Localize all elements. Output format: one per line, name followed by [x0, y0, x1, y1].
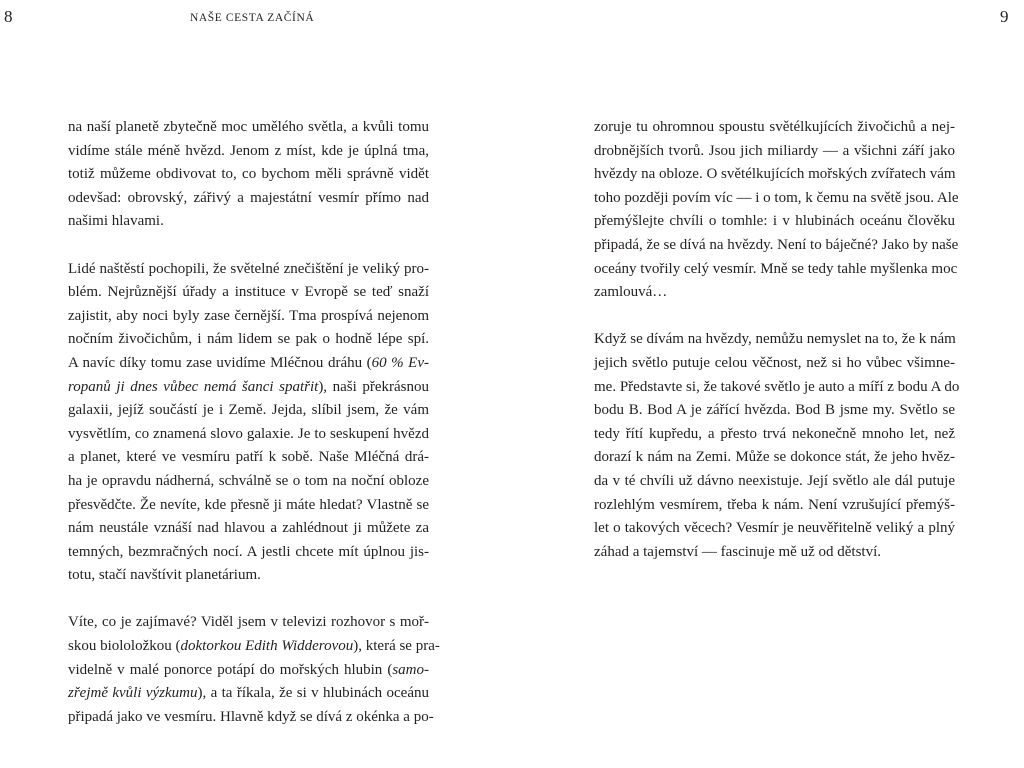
text-run: me. Představte si, že takové světlo je auto a míří z bodu A do: [594, 378, 960, 395]
text-line: [68, 187, 429, 211]
text-run: totu, stačí navštívit planetárium.: [68, 567, 261, 584]
text-run: na naší planetě zbytečně moc umělého světla, a kvůli tomu: [68, 119, 429, 135]
paragraph-gap: [594, 305, 955, 329]
text-run: a planet, které ve vesmíru patří k sobě. Naše Mléčná drá-: [68, 449, 429, 466]
text-line: [594, 234, 959, 258]
text-run: zoruje tu ohromnou spoustu světélkujících živočichů a nej-: [594, 119, 955, 135]
text-line: [68, 305, 429, 329]
text-line: [68, 328, 429, 352]
text-line: [594, 494, 955, 518]
paragraph-gap: [68, 234, 429, 258]
text-run: vidíme stále méně hvězd. Jenom z míst, kde je úplná tma,: [68, 142, 429, 159]
running-head: NAŠE CESTA ZAČÍNÁ: [190, 12, 315, 24]
text-run: ), naši překrásnou: [318, 378, 429, 395]
text-line: [68, 281, 429, 305]
text-run: skou biololožkou (: [68, 638, 181, 655]
italic-text: zřejmě kvůli výzkumu: [68, 685, 198, 702]
text-line: [68, 494, 429, 518]
text-line: [68, 423, 429, 447]
text-run: Když se dívám na hvězdy, nemůžu nemyslet na to, že k nám: [594, 331, 956, 348]
text-run: tedy řítí kupředu, a přesto trvá nekonečně mnoho let, než: [594, 425, 955, 442]
text-run: videlně v malé ponorce potápí do mořských hlubin (: [68, 661, 393, 678]
italic-text: ropanů ji dnes vůbec nemá šanci spatřit: [68, 378, 319, 395]
text-run: da v té chvíli už dávno neexistuje. Její světlo ale dál putuje: [594, 472, 955, 489]
text-run: ha je opravdu nádherná, schválně se o tom na noční obloze: [68, 472, 429, 489]
text-run: hvězdy na obloze. O světélkujících mořských zvířatech vám: [594, 166, 956, 183]
text-line: [594, 187, 959, 211]
text-run: toho později povím víc — i o tom, k čemu na světě jsou. Ale: [594, 189, 959, 206]
text-line: [594, 210, 955, 234]
text-line: [68, 541, 429, 565]
text-run: A navíc díky tomu zase uvidíme Mléčnou dráhu (: [68, 354, 372, 371]
text-line: [594, 258, 958, 282]
right-page-number: 9: [1000, 7, 1009, 26]
text-line: [68, 682, 429, 706]
text-line: [68, 611, 429, 635]
text-line: [68, 376, 429, 400]
text-line: [68, 163, 429, 187]
text-line: [68, 659, 429, 683]
text-line: [68, 517, 429, 541]
text-run: připadá, že se dívá na hvězdy. Není to báječné? Jako by naše: [594, 236, 959, 253]
text-run: přesvědčte. Že nevíte, kde přesně ji máte hledat? Vlastně se: [68, 496, 429, 513]
text-run: rozlehlým vesmírem, třeba k nám. Není vzrušující přemýš-: [594, 496, 955, 513]
text-run: Lidé naštěstí pochopili, že světelné znečištění je veliký pro-: [68, 260, 429, 277]
right-page-text: [594, 116, 960, 564]
text-run: drobnějších tvorů. Jsou jich miliardy — a všichni září jako: [594, 142, 955, 159]
text-line: [594, 470, 955, 494]
text-line: [594, 376, 960, 400]
text-run: jejich světlo putuje celou věčnost, než si ho vůbec všimne-: [594, 354, 955, 371]
text-run: zamlouvá…: [594, 284, 668, 301]
text-line: [594, 541, 955, 565]
text-run: let o takových věcech? Vesmír je neuvěřitelně veliký a plný: [594, 520, 955, 537]
text-line: [68, 352, 429, 376]
text-run: našimi hlavami.: [68, 213, 164, 230]
text-run: nám neustále vznáší nad hlavou a zahlédnout ji můžete za: [68, 520, 429, 537]
text-line: [594, 116, 955, 140]
text-run: odevšad: obrovský, zářivý a majestátní vesmír přímo nad: [68, 189, 429, 206]
text-run: zajistit, aby noci byly zase černější. Tma prospívá nejenom: [68, 307, 429, 324]
text-line: [594, 328, 955, 352]
text-line: [594, 446, 955, 470]
text-run: oceány tvořily celý vesmír. Mně se tedy tahle myšlenka moc: [594, 260, 958, 277]
text-line: [68, 116, 429, 140]
text-line: [68, 446, 429, 470]
text-line: [68, 210, 429, 234]
text-line: [68, 706, 434, 730]
text-run: ), a ta říkala, že si v hlubinách oceánu: [197, 685, 429, 702]
text-run: záhad a tajemství — fascinuje mě už od dětství.: [594, 543, 881, 560]
text-run: bodu B. Bod A je zářící hvězda. Bod B jsme my. Světlo se: [594, 402, 955, 419]
text-run: přemýšlejte chvíli o tomhle: i v hlubinách oceánu člověku: [594, 213, 955, 230]
text-line: [594, 163, 955, 187]
text-run: ), která se pra-: [353, 638, 440, 655]
text-run: totiž můžeme obdivovat to, co bychom měli správně vidět: [68, 166, 429, 183]
italic-text: doktorkou Edith Widderovou: [180, 638, 354, 655]
text-run: vysvětlím, co znamená slovo galaxie. Je to seskupení hvězd: [68, 425, 429, 442]
text-run: galaxii, jejíž součástí je i Země. Jejda, slíbil jsem, že vám: [68, 402, 429, 419]
text-run: blém. Nejrůznější úřady a instituce v Evropě se teď snaží: [68, 284, 429, 301]
text-run: nočním živočichům, i nám lidem se pak o hodně lépe spí.: [68, 331, 429, 348]
text-line: [68, 564, 429, 588]
text-line: [594, 352, 955, 376]
text-line: [68, 258, 429, 282]
left-page-number: 8: [4, 7, 13, 26]
text-line: [594, 423, 955, 447]
text-line: [68, 635, 440, 659]
text-line: [68, 470, 429, 494]
left-page-text: [68, 116, 440, 729]
text-run: temných, bezmračných nocí. A jestli chcete mít úplnou jis-: [68, 543, 429, 560]
text-run: dorazí k nám na Zemi. Může se dokonce stát, že jeho hvěz-: [594, 449, 955, 466]
text-run: Víte, co je zajímavé? Viděl jsem v televizi rozhovor s moř-: [68, 614, 429, 631]
italic-text: samo-: [392, 661, 429, 678]
paragraph-gap: [68, 588, 429, 612]
text-line: [594, 399, 955, 423]
italic-text: 60 % Ev-: [371, 354, 430, 371]
text-line: [594, 140, 955, 164]
text-line: [68, 140, 429, 164]
text-run: připadá jako ve vesmíru. Hlavně když se dívá z okénka a po-: [68, 708, 434, 725]
text-line: [594, 517, 955, 541]
text-line: [594, 281, 955, 305]
text-line: [68, 399, 429, 423]
